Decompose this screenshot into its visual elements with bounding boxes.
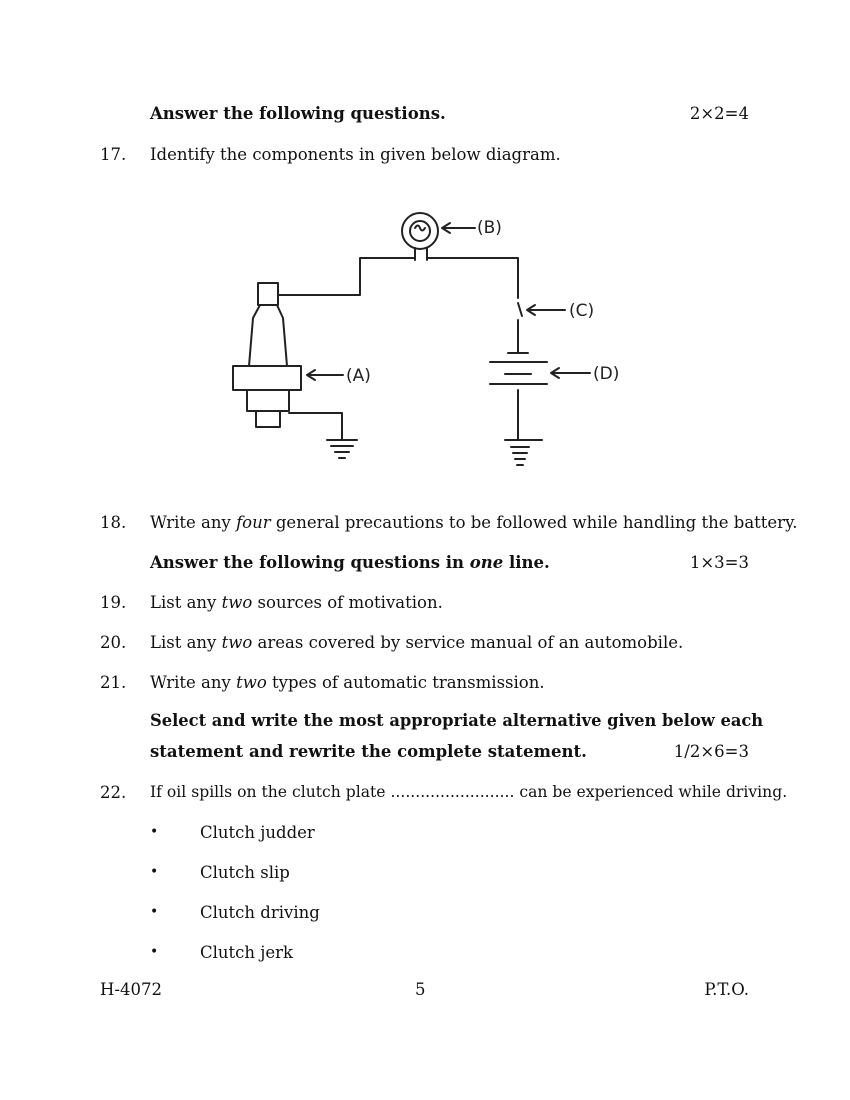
q18-number: 18. [100,513,127,532]
option-3: Clutch driving [200,903,320,922]
section-c-line2: statement and rewrite the complete statement. [150,742,587,761]
q22-text: If oil spills on the clutch plate ......................... can be experienced while driving. [150,783,788,801]
ignition-circuit-diagram [225,198,645,480]
q19-number: 19. [100,593,127,612]
option-4: Clutch jerk [200,943,294,962]
option-bullet: • [150,824,159,840]
section-c-marks: 1/2×6=3 [673,742,749,761]
q17-text: Identify the components in given below diagram. [150,145,561,164]
q21-number: 21. [100,673,127,692]
arrow-c-icon [527,305,565,315]
option-bullet: • [150,944,159,960]
spark-plug [233,258,415,427]
ground-symbol-right [505,440,542,465]
section-b-instruction: Answer the following questions in one line. [150,553,550,572]
please-turn-over: P.T.O. [704,980,749,999]
ground-symbol-left [289,413,357,458]
option-bullet: • [150,864,159,880]
q18-text: Write any four general precautions to be followed while handling the battery. [150,513,798,532]
q21-text: Write any two types of automatic transmission. [150,673,545,692]
arrow-a-icon [307,370,343,380]
paper-code: H-4072 [100,980,162,999]
battery [490,353,547,440]
section-a-marks: 2×2=4 [689,104,749,123]
q19-text: List any two sources of motivation. [150,593,443,612]
label-c: (C) [569,301,595,321]
arrow-b-icon [442,223,475,233]
section-a-instruction: Answer the following questions. [150,104,446,123]
section-c-line1: Select and write the most appropriate alternative given below each [150,711,764,730]
q20-number: 20. [100,633,127,652]
page-number: 5 [415,980,426,999]
label-b: (B) [477,218,502,238]
q22-number: 22. [100,783,127,802]
option-1: Clutch judder [200,823,315,842]
label-a: (A) [346,366,371,386]
arrow-d-icon [551,368,590,378]
section-b-marks: 1×3=3 [689,553,749,572]
q20-text: List any two areas covered by service manual of an automobile. [150,633,684,652]
option-bullet: • [150,904,159,920]
switch [518,303,522,353]
label-d: (D) [593,364,620,384]
option-2: Clutch slip [200,863,290,882]
q17-number: 17. [100,145,127,164]
